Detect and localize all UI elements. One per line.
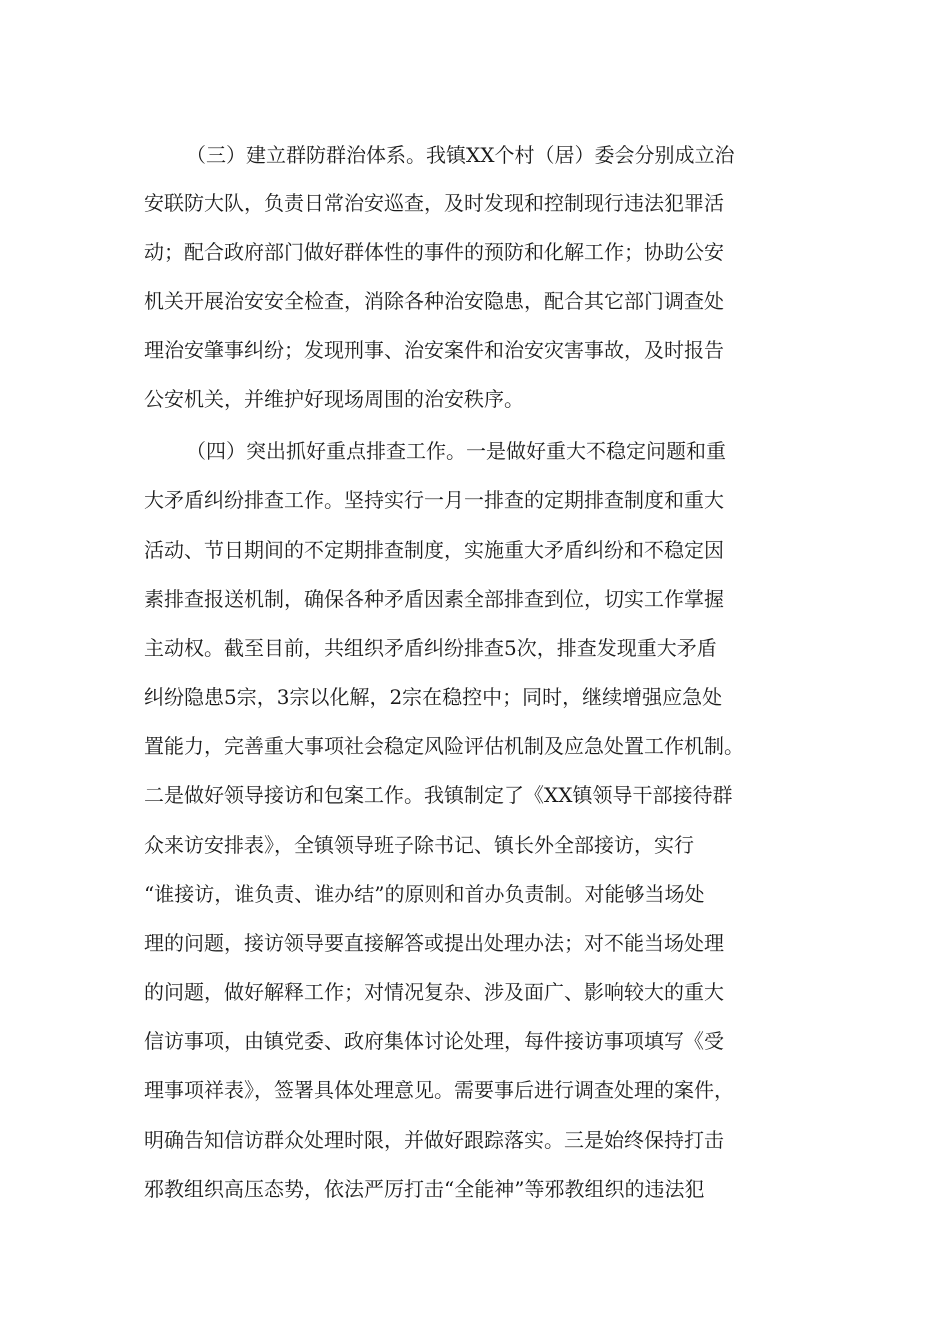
paragraph-4-line-10: “谁接访，谁负责、谁办结”的原则和首办负责制。对能够当场处 [144,882,705,906]
paragraph-4-line-3: 活动、节日期间的不定期排查制度，实施重大矛盾纠纷和不稳定因 [144,538,724,562]
paragraph-4-line-2: 大矛盾纠纷排查工作。坚持实行一月一排查的定期排查制度和重大 [144,488,724,512]
paragraph-3-line-3: 动；配合政府部门做好群体性的事件的预防和化解工作；协助公安 [144,240,724,264]
paragraph-4-line-4: 素排查报送机制，确保各种矛盾因素全部排查到位，切实工作掌握 [144,587,724,611]
paragraph-4-line-11: 理的问题，接访领导要直接解答或提出处理办法；对不能当场处理 [144,931,724,955]
paragraph-4-line-9: 众来访安排表》，全镇领导班子除书记、镇长外全部接访，实行 [144,833,694,857]
paragraph-4-line-14: 理事项祥表》，签署具体处理意见。需要事后进行调查处理的案件， [144,1078,734,1102]
paragraph-4-line-12: 的问题，做好解释工作；对情况复杂、涉及面广、影响较大的重大 [144,980,724,1004]
paragraph-4-line-5: 主动权。截至目前，共组织矛盾纠纷排查5次，排查发现重大矛盾 [144,636,717,660]
paragraph-4-line-6: 纠纷隐患5宗，3宗以化解，2宗在稳控中；同时，继续增强应急处 [144,685,723,709]
paragraph-3-line-6: 公安机关，并维护好现场周围的治安秩序。 [144,387,524,411]
paragraph-3-line-5: 理治安肇事纠纷；发现刑事、治安案件和治安灾害事故，及时报告 [144,338,724,362]
paragraph-3-line-4: 机关开展治安安全检查，消除各种治安隐患，配合其它部门调查处 [144,289,724,313]
paragraph-4-line-1: （四）突出抓好重点排查工作。一是做好重大不稳定问题和重 [186,439,726,463]
paragraph-3-line-2: 安联防大队，负责日常治安巡查，及时发现和控制现行违法犯罪活 [144,191,724,215]
paragraph-4-line-8: 二是做好领导接访和包案工作。我镇制定了《XX镇领导干部接待群 [144,783,733,807]
paragraph-4-line-16: 邪教组织高压态势，依法严厉打击“全能神”等邪教组织的违法犯 [144,1177,705,1201]
paragraph-4-line-7: 置能力，完善重大事项社会稳定风险评估机制及应急处置工作机制。 [144,734,744,758]
paragraph-4-line-15: 明确告知信访群众处理时限，并做好跟踪落实。三是始终保持打击 [144,1128,724,1152]
paragraph-3-line-1: （三）建立群防群治体系。我镇XX个村（居）委会分别成立治 [186,143,735,167]
paragraph-4-line-13: 信访事项，由镇党委、政府集体讨论处理，每件接访事项填写《受 [144,1029,724,1053]
